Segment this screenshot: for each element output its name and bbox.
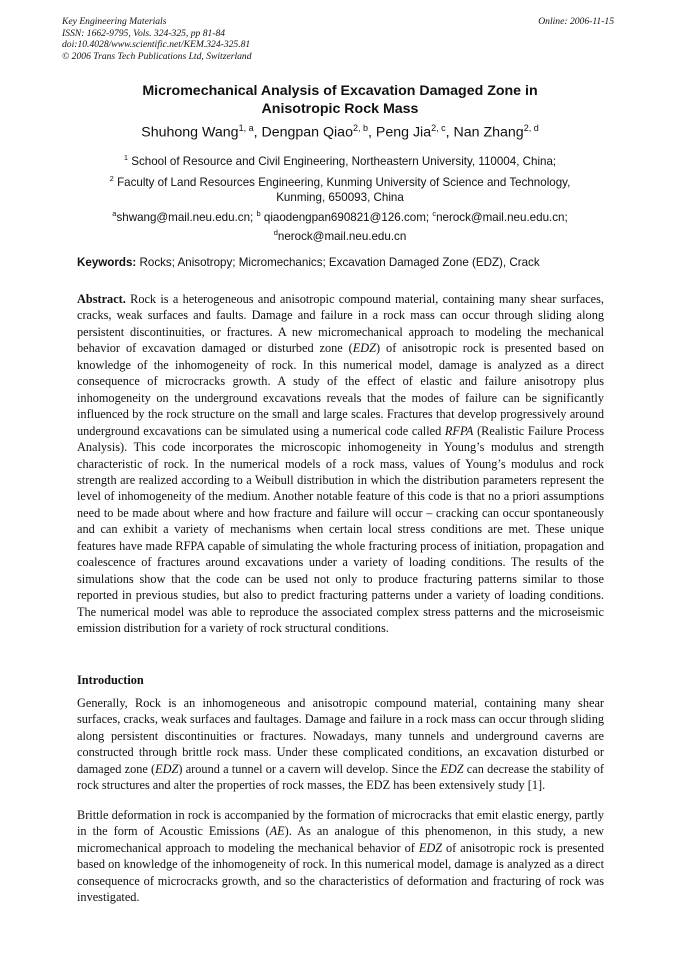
affiliation-2 — [62, 171, 618, 205]
author-1-sup: 1, a — [238, 123, 254, 133]
copyright-line: © 2006 Trans Tech Publications Ltd, Switzerland — [62, 50, 252, 62]
email-b-sup: b — [256, 209, 261, 218]
author-3: Peng Jia — [375, 124, 432, 141]
abstract-text-3: (Realistic Failure Process Analysis). This code incorporates the microscopic inhomogeneity in Young’s modulus and strength characteristic of rock. In the numerical models of a rock mass, values of Young’s modulus and rock strength are realized according to a Weibull distribution in which the distribution parameters represent the level of inhomogeneity of the medium. Another notable feature of this code is that no a priori assumptions need to be made about where and how fracture and failure will occur – cracking can occur spontaneously and can exhibit a variety of mechanisms when certain local stress conditions are met. These unique features have made RFPA capable of simulating the whole fracturing process of initiation, propagation and coalescence of fractures around excavations under a variety of loading conditions. The results of the simulations show that the code can be used not only to produce fracturing patterns similar to those reported in previous studies, but also to predict fracturing patterns under a variety of loading conditions. The numerical model was able to reproduce the associated complex stress patterns and the microseismic emission distribution for a variety of rock structural conditions. — [77, 423, 604, 636]
introduction-paragraph-1 — [77, 695, 604, 794]
intro-p1-edz-2: EDZ — [440, 761, 464, 776]
abstract-edz: EDZ — [352, 341, 377, 356]
intro-p2-text-a: Brittle deformation in rock is accompanied by the formation of microcracks that emit elastic energy, partly in the form of Acoustic Emissions ( — [77, 808, 604, 839]
title-line-1: Micromechanical Analysis of Excavation Damaged Zone in — [142, 83, 538, 99]
abstract-paragraph — [77, 291, 604, 637]
intro-p1-text-a: Generally, Rock is an inhomogeneous and anisotropic compound material, containing many shear surfaces, cracks, weak surfaces and faultages. Damage and failure in a rock mass can occur through sliding along persistent discontinuities or fractures. Nowadays, many tunnels and underground caverns are constructed through brittle rock mass. Under these complicated conditions, an excavation disturbed or damaged zone ( — [77, 696, 604, 776]
abstract-label: Abstract. — [77, 292, 126, 306]
online-date: Online: 2006-11-15 — [538, 16, 614, 27]
journal-name: Key Engineering Materials — [62, 16, 167, 27]
author-2-sup: 2, b — [352, 123, 368, 133]
journal-header — [62, 16, 252, 62]
abstract-rfpa: RFPA — [444, 423, 474, 438]
affiliation-2-number: 2 — [109, 174, 114, 183]
issn-line: ISSN: 1662-9795, Vols. 324-325, pp 81-84 — [62, 27, 226, 39]
intro-p1-text-c: can decrease the stability of rock structures and alter the properties of rock masses, the EDZ has been extensively study [1]. — [77, 761, 604, 793]
introduction-paragraph-2 — [77, 807, 604, 906]
intro-p2-ae: AE — [269, 824, 285, 839]
affiliation-1-text: School of Resource and Civil Engineering, Northeastern University, 110004, China; — [131, 154, 557, 168]
introduction-heading: Introduction — [77, 673, 144, 687]
title-line-2: Anisotropic Rock Mass — [261, 101, 419, 117]
email-c: nerock@mail.neu.edu.cn; — [436, 210, 568, 224]
affiliation-2-line-2: Kunming, 650093, China — [276, 190, 404, 204]
intro-p1-edz-1: EDZ — [155, 761, 179, 776]
keywords — [77, 256, 617, 269]
paper-title — [62, 82, 618, 118]
affiliation-2-line-1: Faculty of Land Resources Engineering, Kunming University of Science and Technology, — [117, 175, 571, 189]
intro-p2-text-c: of anisotropic rock is presented based on knowledge of the inhomogeneity of rock. In this numerical model, damage is analyzed as a direct consequence of microcracks growth, and so the characteristics of deformation and fracturing of rock was investigated. — [77, 840, 604, 905]
affiliation-1 — [62, 150, 618, 169]
author-list: Shuhong Wang$^{1, a}$, Dengpan Qiao$^{2, b}$, Peng Jia$^{2, c}$, Nan Zhang$^{2, d}$ — [141, 123, 539, 141]
keywords-text: Rocks; Anisotropy; Micromechanics; Excavation Damaged Zone (EDZ), Crack — [136, 256, 540, 269]
author-4-sup: 2, d — [523, 123, 539, 133]
author-2: Dengpan Qiao — [261, 124, 353, 141]
email-c-sup: c — [432, 209, 437, 218]
author-emails — [62, 206, 618, 244]
author-3-sup: 2, c — [431, 123, 446, 133]
email-a-sup: a — [112, 209, 117, 218]
affiliation-1-number: 1 — [123, 153, 129, 162]
email-a: shwang@mail.neu.edu.cn; — [116, 210, 257, 224]
author-4: Nan Zhang — [453, 124, 524, 141]
email-d-sup: d — [273, 227, 278, 237]
abstract-text-1: Rock is a heterogeneous and anisotropic compound material, containing many shear surfaces, cracks, weak surfaces and faults. Damage and failure in a rock mass can occur through sliding along persistent discontinuities, or fractures. A new micromechanical approach to modeling the mechanical behavior of excavation damaged or disturbed zone ( — [77, 292, 604, 356]
email-d: nerock@mail.neu.edu.cn — [277, 229, 407, 243]
author-1: Shuhong Wang — [141, 124, 239, 141]
doi-line: doi:10.4028/www.scientific.net/KEM.324-325.81 — [62, 39, 251, 50]
intro-p1-text-b: ) around a tunnel or a cavern will develop. Since the — [178, 761, 441, 776]
keywords-label: Keywords: — [77, 256, 137, 269]
abstract-text-2: ) of anisotropic rock is presented based on knowledge of the inhomogeneity of rock. In this numerical model, damage is analyzed as a direct consequence of microcracks growth. A study of the effect of elastic and failure anisotropy plus inhomogeneity on the underground excavations reveals that the modes of failure can be significantly influenced by the rock structure on the small and large scales. Fractures that develop progressively around underground excavations can be simulated using a numerical code called — [77, 341, 604, 438]
intro-p2-text-b: ). As an analogue of this phenomenon, in this study, a new micromechanical approach to modeling the mechanical behavior of — [77, 824, 604, 855]
email-b: qiaodengpan690821@126.com; — [260, 210, 433, 224]
intro-p2-edz: EDZ — [418, 840, 443, 855]
